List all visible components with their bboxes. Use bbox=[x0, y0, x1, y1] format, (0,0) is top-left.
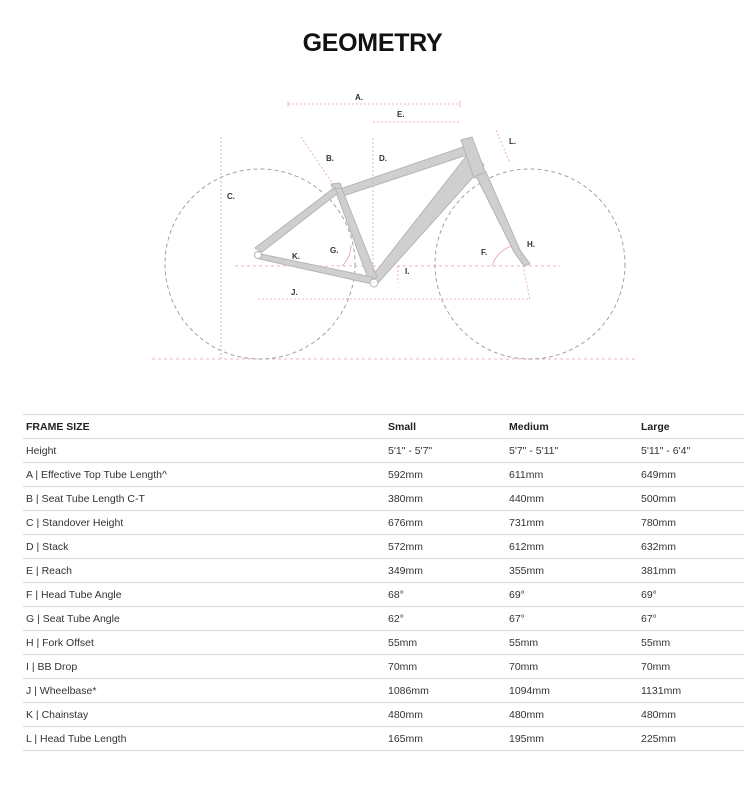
cell-medium: 440mm bbox=[506, 487, 638, 511]
label-e: E. bbox=[397, 110, 405, 119]
header-small: Small bbox=[385, 415, 506, 439]
table-row bbox=[23, 655, 744, 679]
cell-medium: 731mm bbox=[506, 511, 638, 535]
label-i: I. bbox=[405, 267, 410, 276]
label-h: H. bbox=[527, 240, 535, 249]
cell-small: 480mm bbox=[385, 703, 506, 727]
cell-large: 55mm bbox=[638, 631, 744, 655]
cell-small: 592mm bbox=[385, 463, 506, 487]
cell-medium: 195mm bbox=[506, 727, 638, 751]
cell-medium: 611mm bbox=[506, 463, 638, 487]
cell-small: 676mm bbox=[385, 511, 506, 535]
cell-small: 349mm bbox=[385, 559, 506, 583]
table-header-row bbox=[23, 415, 744, 439]
cell-medium: 5'7" - 5'11" bbox=[506, 439, 638, 463]
row-label: J | Wheelbase* bbox=[23, 679, 385, 703]
label-d: D. bbox=[379, 154, 387, 163]
label-g: G. bbox=[330, 246, 339, 255]
cell-small: 70mm bbox=[385, 655, 506, 679]
cell-large: 780mm bbox=[638, 511, 744, 535]
label-b: B. bbox=[326, 154, 334, 163]
bike-frame bbox=[255, 137, 531, 287]
cell-medium: 70mm bbox=[506, 655, 638, 679]
label-c: C. bbox=[227, 192, 235, 201]
row-label: Height bbox=[23, 439, 385, 463]
cell-medium: 1094mm bbox=[506, 679, 638, 703]
cell-small: 62° bbox=[385, 607, 506, 631]
row-label: D | Stack bbox=[23, 535, 385, 559]
row-label: E | Reach bbox=[23, 559, 385, 583]
cell-medium: 355mm bbox=[506, 559, 638, 583]
table-row bbox=[23, 703, 744, 727]
cell-small: 5'1" - 5'7" bbox=[385, 439, 506, 463]
table-row bbox=[23, 535, 744, 559]
row-label: A | Effective Top Tube Length^ bbox=[23, 463, 385, 487]
cell-large: 70mm bbox=[638, 655, 744, 679]
table-row bbox=[23, 727, 744, 751]
cell-large: 69° bbox=[638, 583, 744, 607]
table-row bbox=[23, 463, 744, 487]
header-large: Large bbox=[638, 415, 744, 439]
header-medium: Medium bbox=[506, 415, 638, 439]
cell-small: 55mm bbox=[385, 631, 506, 655]
row-label: K | Chainstay bbox=[23, 703, 385, 727]
cell-large: 500mm bbox=[638, 487, 744, 511]
table-row bbox=[23, 583, 744, 607]
cell-large: 225mm bbox=[638, 727, 744, 751]
cell-small: 572mm bbox=[385, 535, 506, 559]
cell-medium: 55mm bbox=[506, 631, 638, 655]
cell-large: 480mm bbox=[638, 703, 744, 727]
header-frame-size: FRAME SIZE bbox=[23, 415, 385, 439]
page-title: GEOMETRY bbox=[302, 29, 443, 57]
cell-large: 1131mm bbox=[638, 679, 744, 703]
bike-geometry-diagram bbox=[0, 80, 745, 380]
cell-large: 67° bbox=[638, 607, 744, 631]
table-row bbox=[23, 607, 744, 631]
table-row bbox=[23, 439, 744, 463]
label-a: A. bbox=[355, 93, 363, 102]
cell-large: 649mm bbox=[638, 463, 744, 487]
row-label: F | Head Tube Angle bbox=[23, 583, 385, 607]
cell-large: 381mm bbox=[638, 559, 744, 583]
cell-small: 68° bbox=[385, 583, 506, 607]
row-label: G | Seat Tube Angle bbox=[23, 607, 385, 631]
cell-small: 1086mm bbox=[385, 679, 506, 703]
cell-large: 5'11" - 6'4" bbox=[638, 439, 744, 463]
label-l: L. bbox=[509, 137, 517, 146]
table-row bbox=[23, 679, 744, 703]
cell-small: 380mm bbox=[385, 487, 506, 511]
table-row bbox=[23, 487, 744, 511]
label-j: J. bbox=[291, 288, 298, 297]
cell-medium: 480mm bbox=[506, 703, 638, 727]
geometry-table bbox=[23, 414, 744, 751]
table-row bbox=[23, 511, 744, 535]
row-label: B | Seat Tube Length C-T bbox=[23, 487, 385, 511]
cell-medium: 69° bbox=[506, 583, 638, 607]
table-row bbox=[23, 631, 744, 655]
row-label: H | Fork Offset bbox=[23, 631, 385, 655]
label-k: K. bbox=[292, 252, 300, 261]
table-row bbox=[23, 559, 744, 583]
label-f: F. bbox=[481, 248, 488, 257]
measurement-lines bbox=[221, 101, 530, 359]
cell-medium: 612mm bbox=[506, 535, 638, 559]
cell-medium: 67° bbox=[506, 607, 638, 631]
row-label: C | Standover Height bbox=[23, 511, 385, 535]
row-label: I | BB Drop bbox=[23, 655, 385, 679]
cell-large: 632mm bbox=[638, 535, 744, 559]
cell-small: 165mm bbox=[385, 727, 506, 751]
row-label: L | Head Tube Length bbox=[23, 727, 385, 751]
